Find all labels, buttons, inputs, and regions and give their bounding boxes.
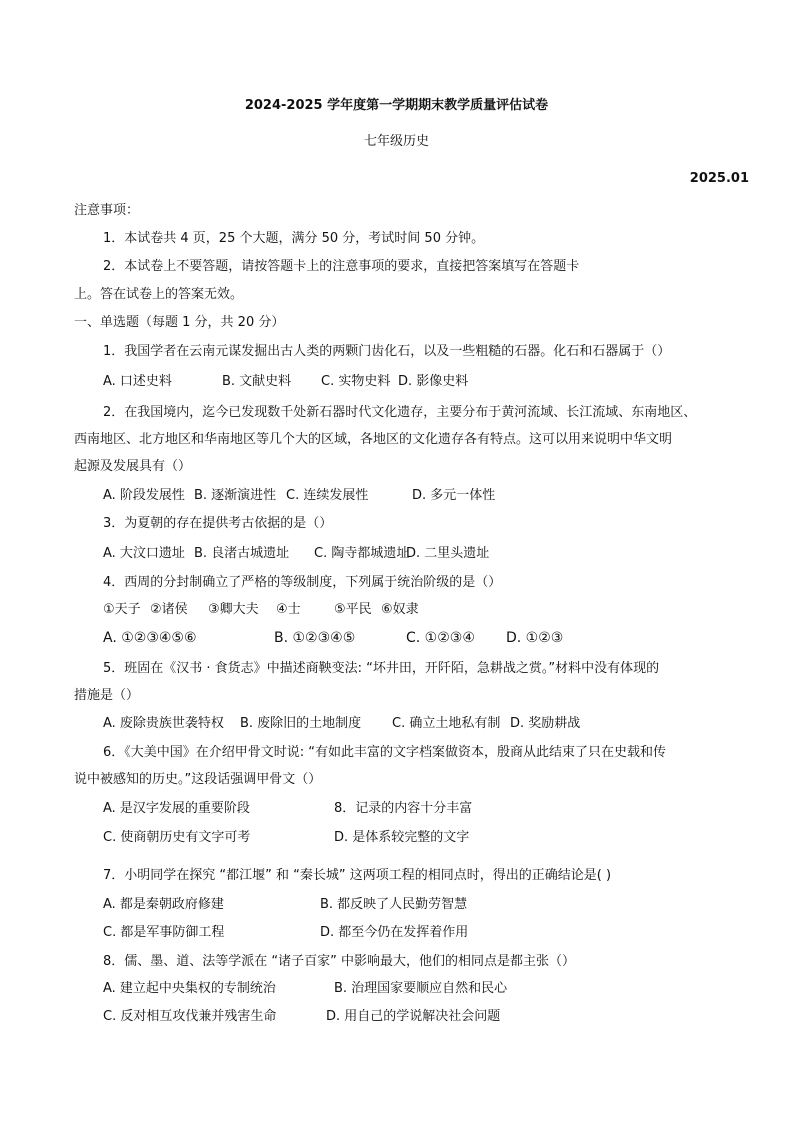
question-8-stem: 8．儒、墨、道、法等学派在 “诸子百家” 中影响最大，他们的相同点是都主张（） (103, 954, 576, 969)
question-2-line-2: 西南地区、北方地区和华南地区等几个大的区域，各地区的文化遗存各有特点。这可以用来说明中华文明 (74, 432, 673, 447)
question-2-line-3: 起源及发展具有（） (74, 459, 192, 474)
question-8-option-c: C. 反对相互攻伐兼并残害生命 (103, 1009, 277, 1024)
question-6-line-1: 6．《大美中国》在介绍甲骨文时说: “有如此丰富的文字档案做资本，殷商从此结束了只在史载和传 (103, 745, 667, 760)
question-7-stem: 7．小明同学在探究 “都江堰” 和 “秦长城” 这两项工程的相同点时，得出的正确结论是( ) (103, 868, 612, 883)
question-6-option-d: D. 是体系较完整的文字 (334, 830, 470, 845)
question-6-option-a: A. 是汉字发展的重要阶段 (103, 801, 250, 816)
question-3-option-a: A. 大汶口遗址 (103, 546, 185, 561)
exam-subtitle: 七年级历史 (363, 134, 429, 149)
question-3-option-d: D. 二里头遗址 (406, 546, 490, 561)
question-2-line-1: 2．在我国境内，迄今已发现数千处新石器时代文化遗存，主要分布于黄河流域、长江流域、东南地区、 (103, 405, 697, 420)
question-4-item-5: ⑤平民 (334, 602, 372, 617)
question-8-option-a: A. 建立起中央集权的专制统治 (103, 981, 276, 996)
question-7-option-a: A. 都是秦朝政府修建 (103, 897, 224, 912)
question-3-option-b: B. 良渚古城遗址 (194, 546, 290, 561)
question-4-item-3: ③卿大夫 (208, 602, 259, 617)
question-7-option-b: B. 都反映了人民勤劳智慧 (320, 897, 468, 912)
question-4-item-4: ④士 (276, 602, 301, 617)
question-6-option-b: 8．记录的内容十分丰富 (334, 801, 473, 816)
question-5-option-d: D. 奖励耕战 (510, 716, 581, 731)
question-5-line-2: 措施是（） (74, 688, 140, 703)
question-4-item-1: ①天子 (103, 602, 141, 617)
question-5-option-a: A. 废除贵族世袭特权 (103, 716, 224, 731)
question-4-option-b: B. ①②③④⑤ (274, 630, 356, 646)
question-5-option-c: C. 确立土地私有制 (392, 716, 501, 731)
question-2-option-c: C. 连续发展性 (286, 488, 369, 503)
question-6-option-c: C. 使商朝历史有文字可考 (103, 830, 251, 845)
question-8-option-b: B. 治理国家要顺应自然和民心 (334, 981, 508, 996)
notes-item-1: 1．本试卷共 4 页，25 个大题，满分 50 分，考试时间 50 分钟。 (103, 231, 485, 246)
exam-date: 2025.01 (689, 171, 749, 186)
question-4-option-a: A. ①②③④⑤⑥ (103, 630, 197, 646)
question-7-option-d: D. 都至今仍在发挥着作用 (320, 925, 469, 940)
question-3-stem: 3．为夏朝的存在提供考古依据的是（） (103, 516, 333, 531)
notes-item-2-line-1: 2．本试卷上不要答题，请按答题卡上的注意事项的要求，直接把答案填写在答题卡 (103, 259, 580, 274)
question-8-option-d: D. 用自己的学说解决社会问题 (326, 1009, 501, 1024)
question-3-option-c: C. 陶寺都城遗址 (314, 546, 410, 561)
notes-item-2-line-2: 上。答在试卷上的答案无效。 (74, 287, 244, 302)
question-4-option-c: C. ①②③④ (406, 630, 475, 646)
question-1-stem: 1．我国学者在云南元谋发掘出古人类的两颗门齿化石，以及一些粗糙的石器。化石和石器属于（） (103, 344, 671, 359)
question-2-option-d: D. 多元一体性 (412, 488, 496, 503)
exam-title: 2024-2025 学年度第一学期期末教学质量评估试卷 (244, 98, 549, 113)
question-1-option-a: A. 口述史料 (103, 374, 172, 389)
notes-heading: 注意事项： (74, 203, 140, 218)
question-4-item-2: ②诸侯 (150, 602, 188, 617)
question-4-stem: 4．西周的分封制确立了严格的等级制度，下列属于统治阶级的是（） (103, 575, 502, 590)
question-7-option-c: C. 都是军事防御工程 (103, 925, 225, 940)
question-4-option-d: D. ①②③ (506, 630, 564, 646)
section-heading: 一、单选题（每题 1 分，共 20 分） (74, 315, 285, 330)
question-1-option-d: D. 影像史料 (398, 374, 469, 389)
question-2-option-a: A. 阶段发展性 (103, 488, 185, 503)
question-6-line-2: 说中被感知的历史。”这段话强调甲骨文（） (74, 772, 322, 787)
question-4-item-6: ⑥奴隶 (381, 602, 419, 617)
question-1-option-b: B. 文献史料 (222, 374, 292, 389)
question-1-option-c: C. 实物史料 (321, 374, 391, 389)
question-5-option-b: B. 废除旧的土地制度 (240, 716, 362, 731)
question-5-line-1: 5．班固在《汉书 · 食货志》中描述商鞅变法: “坏井田，开阡陌，急耕战之赏。”材料中没有体现的 (103, 661, 660, 676)
question-2-option-b: B. 逐渐演进性 (194, 488, 277, 503)
